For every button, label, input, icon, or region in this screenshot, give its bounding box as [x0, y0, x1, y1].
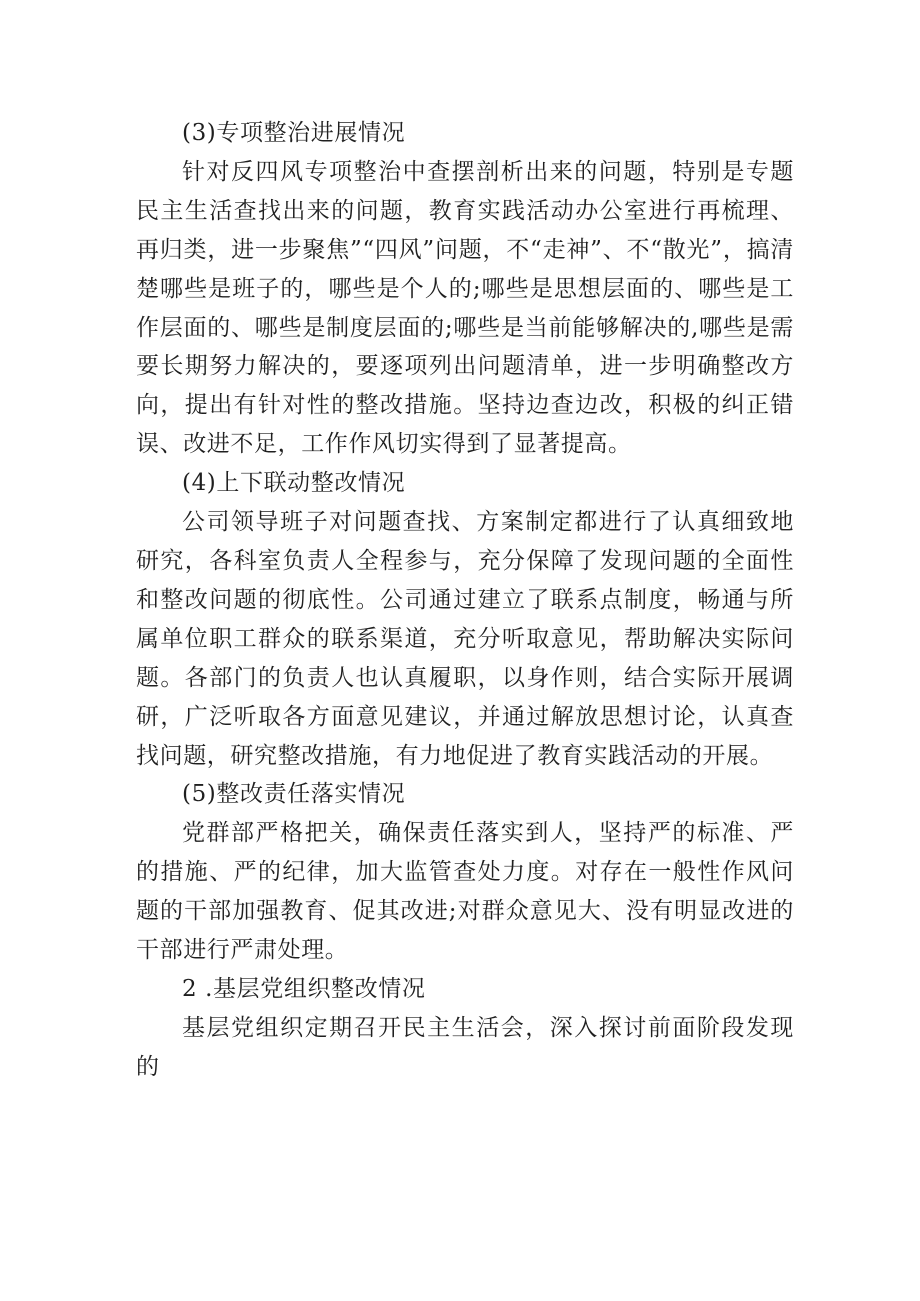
document-body [136, 114, 794, 1087]
paragraph-grassroots: 基层党组织定期召开民主生活会，深入探讨前面阶段发现的 [136, 1014, 794, 1080]
section-heading-5: (5)整改责任落实情况 [182, 781, 406, 808]
paragraph-responsibility: 党群部严格把关，确保责任落实到人，坚持严的标准、严的措施、严的纪律，加大监管查处力度。对存在一般性作风问题的干部加强教育、促其改进;对群众意见大、没有明显改进的干部进行严肃处理。 [136, 820, 794, 964]
section-heading-4: (4)上下联动整改情况 [182, 470, 406, 497]
section-heading-2: 2 .基层党组织整改情况 [182, 975, 426, 1002]
section-heading-3: (3)专项整治进展情况 [182, 120, 406, 146]
paragraph-linked-rectification: 公司领导班子对问题查找、方案制定都进行了认真细致地研究，各科室负责人全程参与，充分保障了发现问题的全面性和整改问题的彻底性。公司通过建立了联系点制度，畅通与所属单位职工群众的联系渠道，充分听取意见，帮助解决实际问题。各部门的负责人也认真履职，以身作则，结合实际开展调研，广泛听取各方面意见建议，并通过解放思想讨论，认真查找问题，研究整改措施，有力地促进了教育实践活动的开展。 [136, 509, 794, 769]
paragraph-special-rectification: 针对反四风专项整治中查摆剖析出来的问题，特别是专题民主生活查找出来的问题，教育实践活动办公室进行再梳理、再归类，进一步聚焦”“四风”问题，不“走神”、不“散光”，搞清楚哪些是班子的，哪些是个人的;哪些是思想层面的、哪些是工作层面的、哪些是制度层面的;哪些是当前能够解决的,哪些是需要长期努力解决的，要逐项列出问题清单，进一步明确整改方向，提出有针对性的整改措施。坚持边查边改，积极的纠正错误、改进不足，工作作风切实得到了显著提高。 [136, 158, 794, 458]
